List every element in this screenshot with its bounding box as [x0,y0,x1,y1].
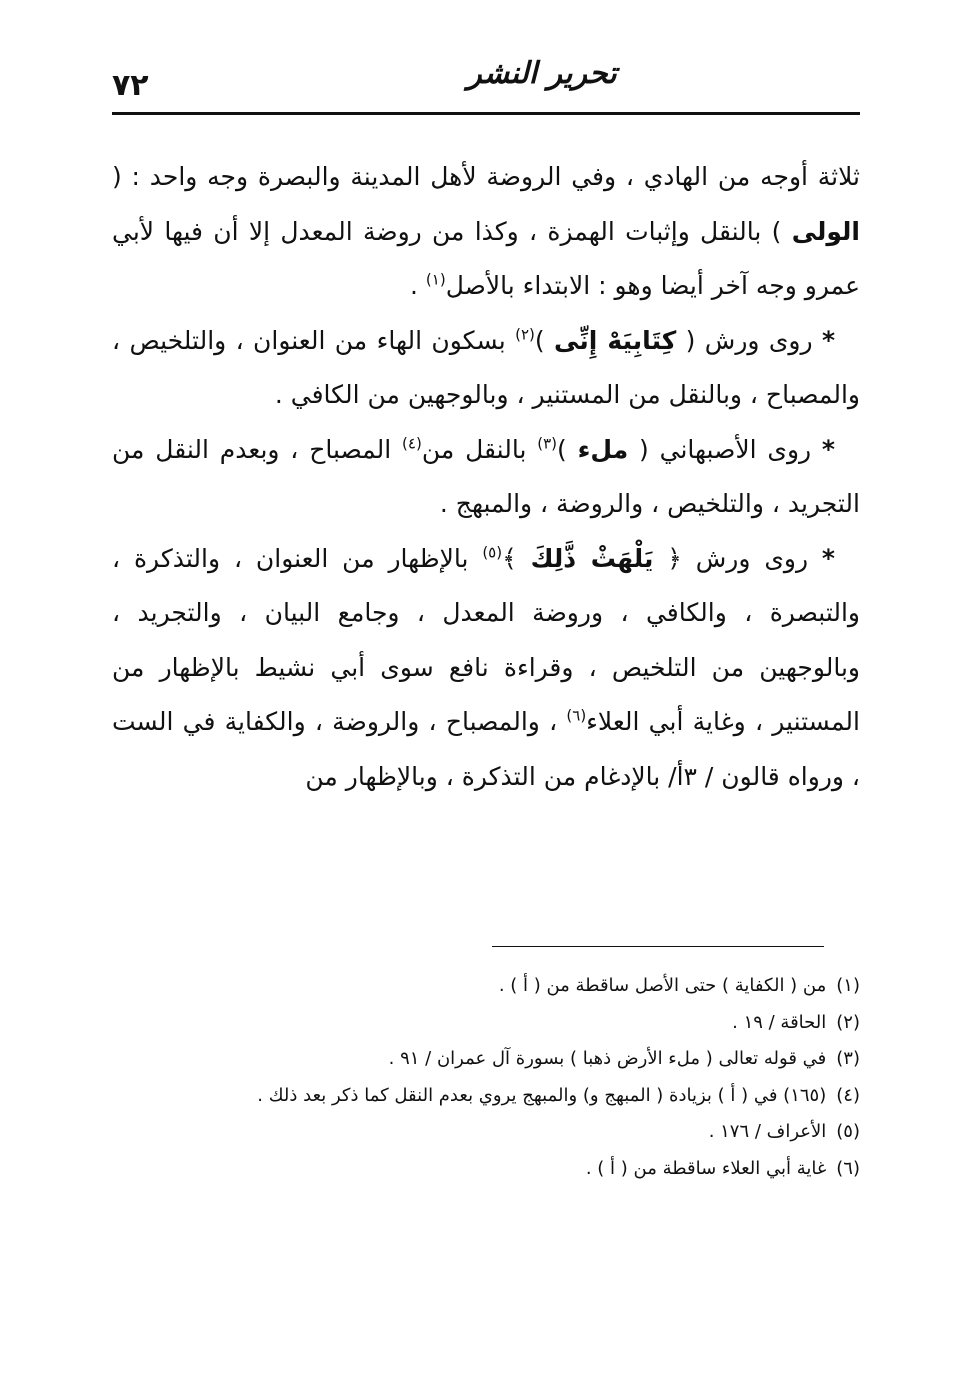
footnote [112,1041,860,1078]
quoted-word: الولى [791,216,860,246]
paragraph-3: * روى الأصبهاني ( ملء )$^{(٣)}$ بالنقل من$^{(٤)}$ المصباح ، وبعدم النقل من التجريد ، والتلخيص ، والروضة ، والمبهج . [112,434,860,518]
footnote [112,1078,860,1115]
footnote-text: (١٦٥) في ( أ ) بزيادة ( المبهج و) والمبهج يروي بعدم النقل كما ذكر بعد ذلك . [257,1084,827,1106]
main-text [112,150,860,804]
footnote-text: غاية أبي العلاء ساقطة من ( أ ) . [585,1157,827,1179]
star-marker: * [821,325,836,355]
running-title: تحرير النشر [467,56,617,91]
quoted-word: كِتَابِيَهْ إِنِّى [554,325,677,355]
page-number: ٧٢ [112,68,149,103]
footnote-number: (٢) [836,1011,860,1033]
footnote-text: من ( الكفاية ) حتى الأصل ساقطة من ( أ ) . [498,975,827,996]
footnote-number: (١) [836,975,860,996]
footnote-ref-3: (٣) [537,434,558,453]
footnote [112,1005,860,1042]
paragraph-2: * روى ورش ( كِتَابِيَهْ إِنِّى )$^{(٢)}$ بسكون الهاء من العنوان ، والتلخيص ، والمصباح ، وبالنقل من المستنير ، وبالوجهين من الكافي . [112,325,860,409]
quoted-word: ملء [577,434,629,464]
footnote-separator [492,946,824,947]
header-rule [112,112,860,115]
paragraph-1: ثلاثة أوجه من الهادي ، وفي الروضة لأهل المدينة والبصرة وجه واحد : ( الولى ) بالنقل وإثبات الهمزة ، وكذا من روضة المعدل إلا أن فيها لأبي عمرو وجه آخر أيضا وهو : الابتداء بالأصل$^{(١)}$ . [112,162,860,300]
footnote-number: (٦) [836,1157,860,1179]
footnote-ref-2: (٢) [515,325,535,344]
footnote-ref-6: (٦) [566,706,587,725]
footnote-ref-1: (١) [425,270,446,289]
footnote-ref-4: (٤) [402,434,422,453]
footnote-ref-5: (٥) [482,543,503,562]
quoted-word: يَلْهَثْ ذَّلِكَ [530,543,654,573]
star-marker: * [821,434,835,464]
footnote [112,1151,860,1188]
page-header [112,52,860,112]
footnote-text: في قوله تعالى ( ملء الأرض ذهبا ) بسورة آل عمران / ٩١ . [388,1048,827,1069]
footnote-number: (٣) [836,1048,860,1069]
footnote [112,1114,860,1151]
star-marker: * [821,543,835,573]
footnote [112,968,860,1005]
footnote-text: الأعراف / ١٧٦ . [708,1121,827,1142]
footnote-number: (٤) [836,1084,860,1106]
footnote-text: الحاقة / ١٩ . [732,1011,827,1033]
paragraph-4: * روى ورش ﴿ يَلْهَثْ ذَّلِكَ ﴾$^{(٥)}$ بالإظهار من العنوان ، والتذكرة ، والتبصرة ، والكافي ، وروضة المعدل ، وجامع البيان ، والتجريد ، وبالوجهين من التلخيص ، وقراءة نافع سوى أبي نشيط بالإظهار من المستنير ، وغاية أبي العلاء$^{(٦)}$ ، والمصباح ، والروضة ، والكفاية في الست ، ورواه قالون / ٣أ/ بالإدغام من التذكرة ، وبالإظهار من [112,543,860,791]
footnotes [112,968,860,1187]
footnote-number: (٥) [836,1121,860,1142]
